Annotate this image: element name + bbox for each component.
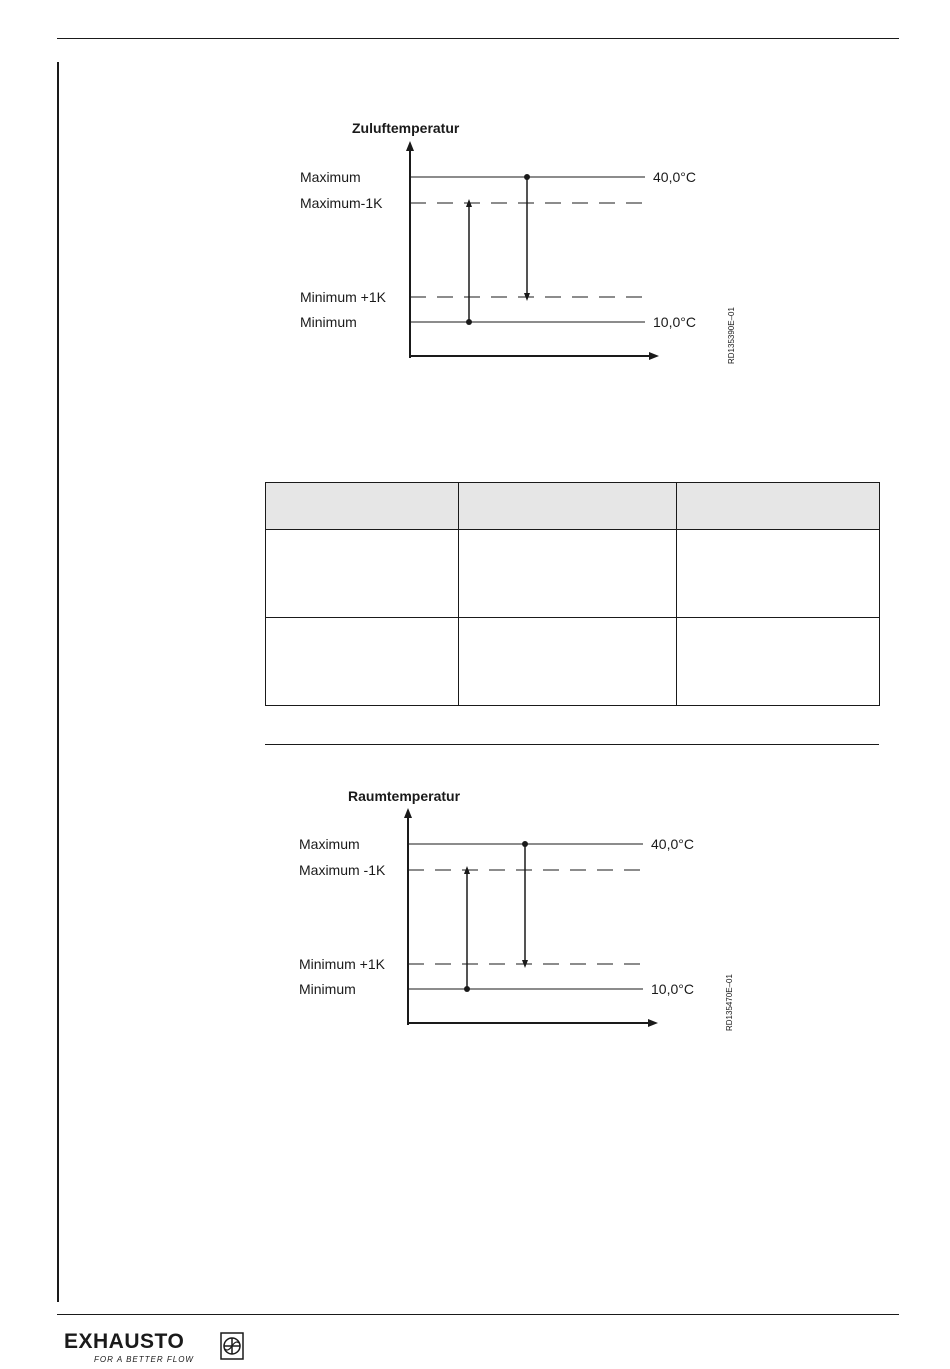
table-header-cell [677,483,880,530]
switch-up-dot [464,986,470,992]
diagram-title: Raumtemperatur [348,788,461,804]
label-maximum-minus: Maximum -1K [299,862,386,878]
value-max: 40,0°C [651,836,694,852]
switch-down-dot [524,174,530,180]
label-minimum: Minimum [300,314,357,330]
exhausto-logo [64,1330,249,1366]
reference-code: RD135390E–01 [727,307,736,364]
room-temperature-svg [0,777,950,1057]
header-rule [57,38,899,39]
footer-rule [57,1314,899,1315]
room-temperature-diagram [0,777,950,1057]
exhausto-fan-icon [220,1332,244,1360]
value-min: 10,0°C [653,314,696,330]
table-row [266,530,880,618]
table-cell [459,618,677,706]
table-row [266,618,880,706]
section-rule [265,744,879,745]
brand-name: EXHAUSTO [64,1330,185,1353]
value-min: 10,0°C [651,981,694,997]
label-maximum: Maximum [299,836,360,852]
value-max: 40,0°C [653,169,696,185]
table-cell [266,530,459,618]
label-maximum-minus: Maximum-1K [300,195,383,211]
switch-down-dot [522,841,528,847]
diagram-title: Zuluftemperatur [352,120,460,136]
reference-code: RD135470E–01 [725,974,734,1031]
brand-slogan: FOR A BETTER FLOW [94,1355,194,1364]
table-cell [677,618,880,706]
supply-temperature-diagram [0,110,950,390]
label-minimum: Minimum [299,981,356,997]
label-minimum-plus: Minimum +1K [300,289,386,305]
table-header-cell [459,483,677,530]
table-header-row [266,483,880,530]
settings-table [265,482,880,706]
switch-up-dot [466,319,472,325]
table-cell [266,618,459,706]
table-header-cell [266,483,459,530]
table-cell [459,530,677,618]
supply-temperature-svg [0,110,950,390]
label-minimum-plus: Minimum +1K [299,956,385,972]
table-cell [677,530,880,618]
label-maximum: Maximum [300,169,361,185]
